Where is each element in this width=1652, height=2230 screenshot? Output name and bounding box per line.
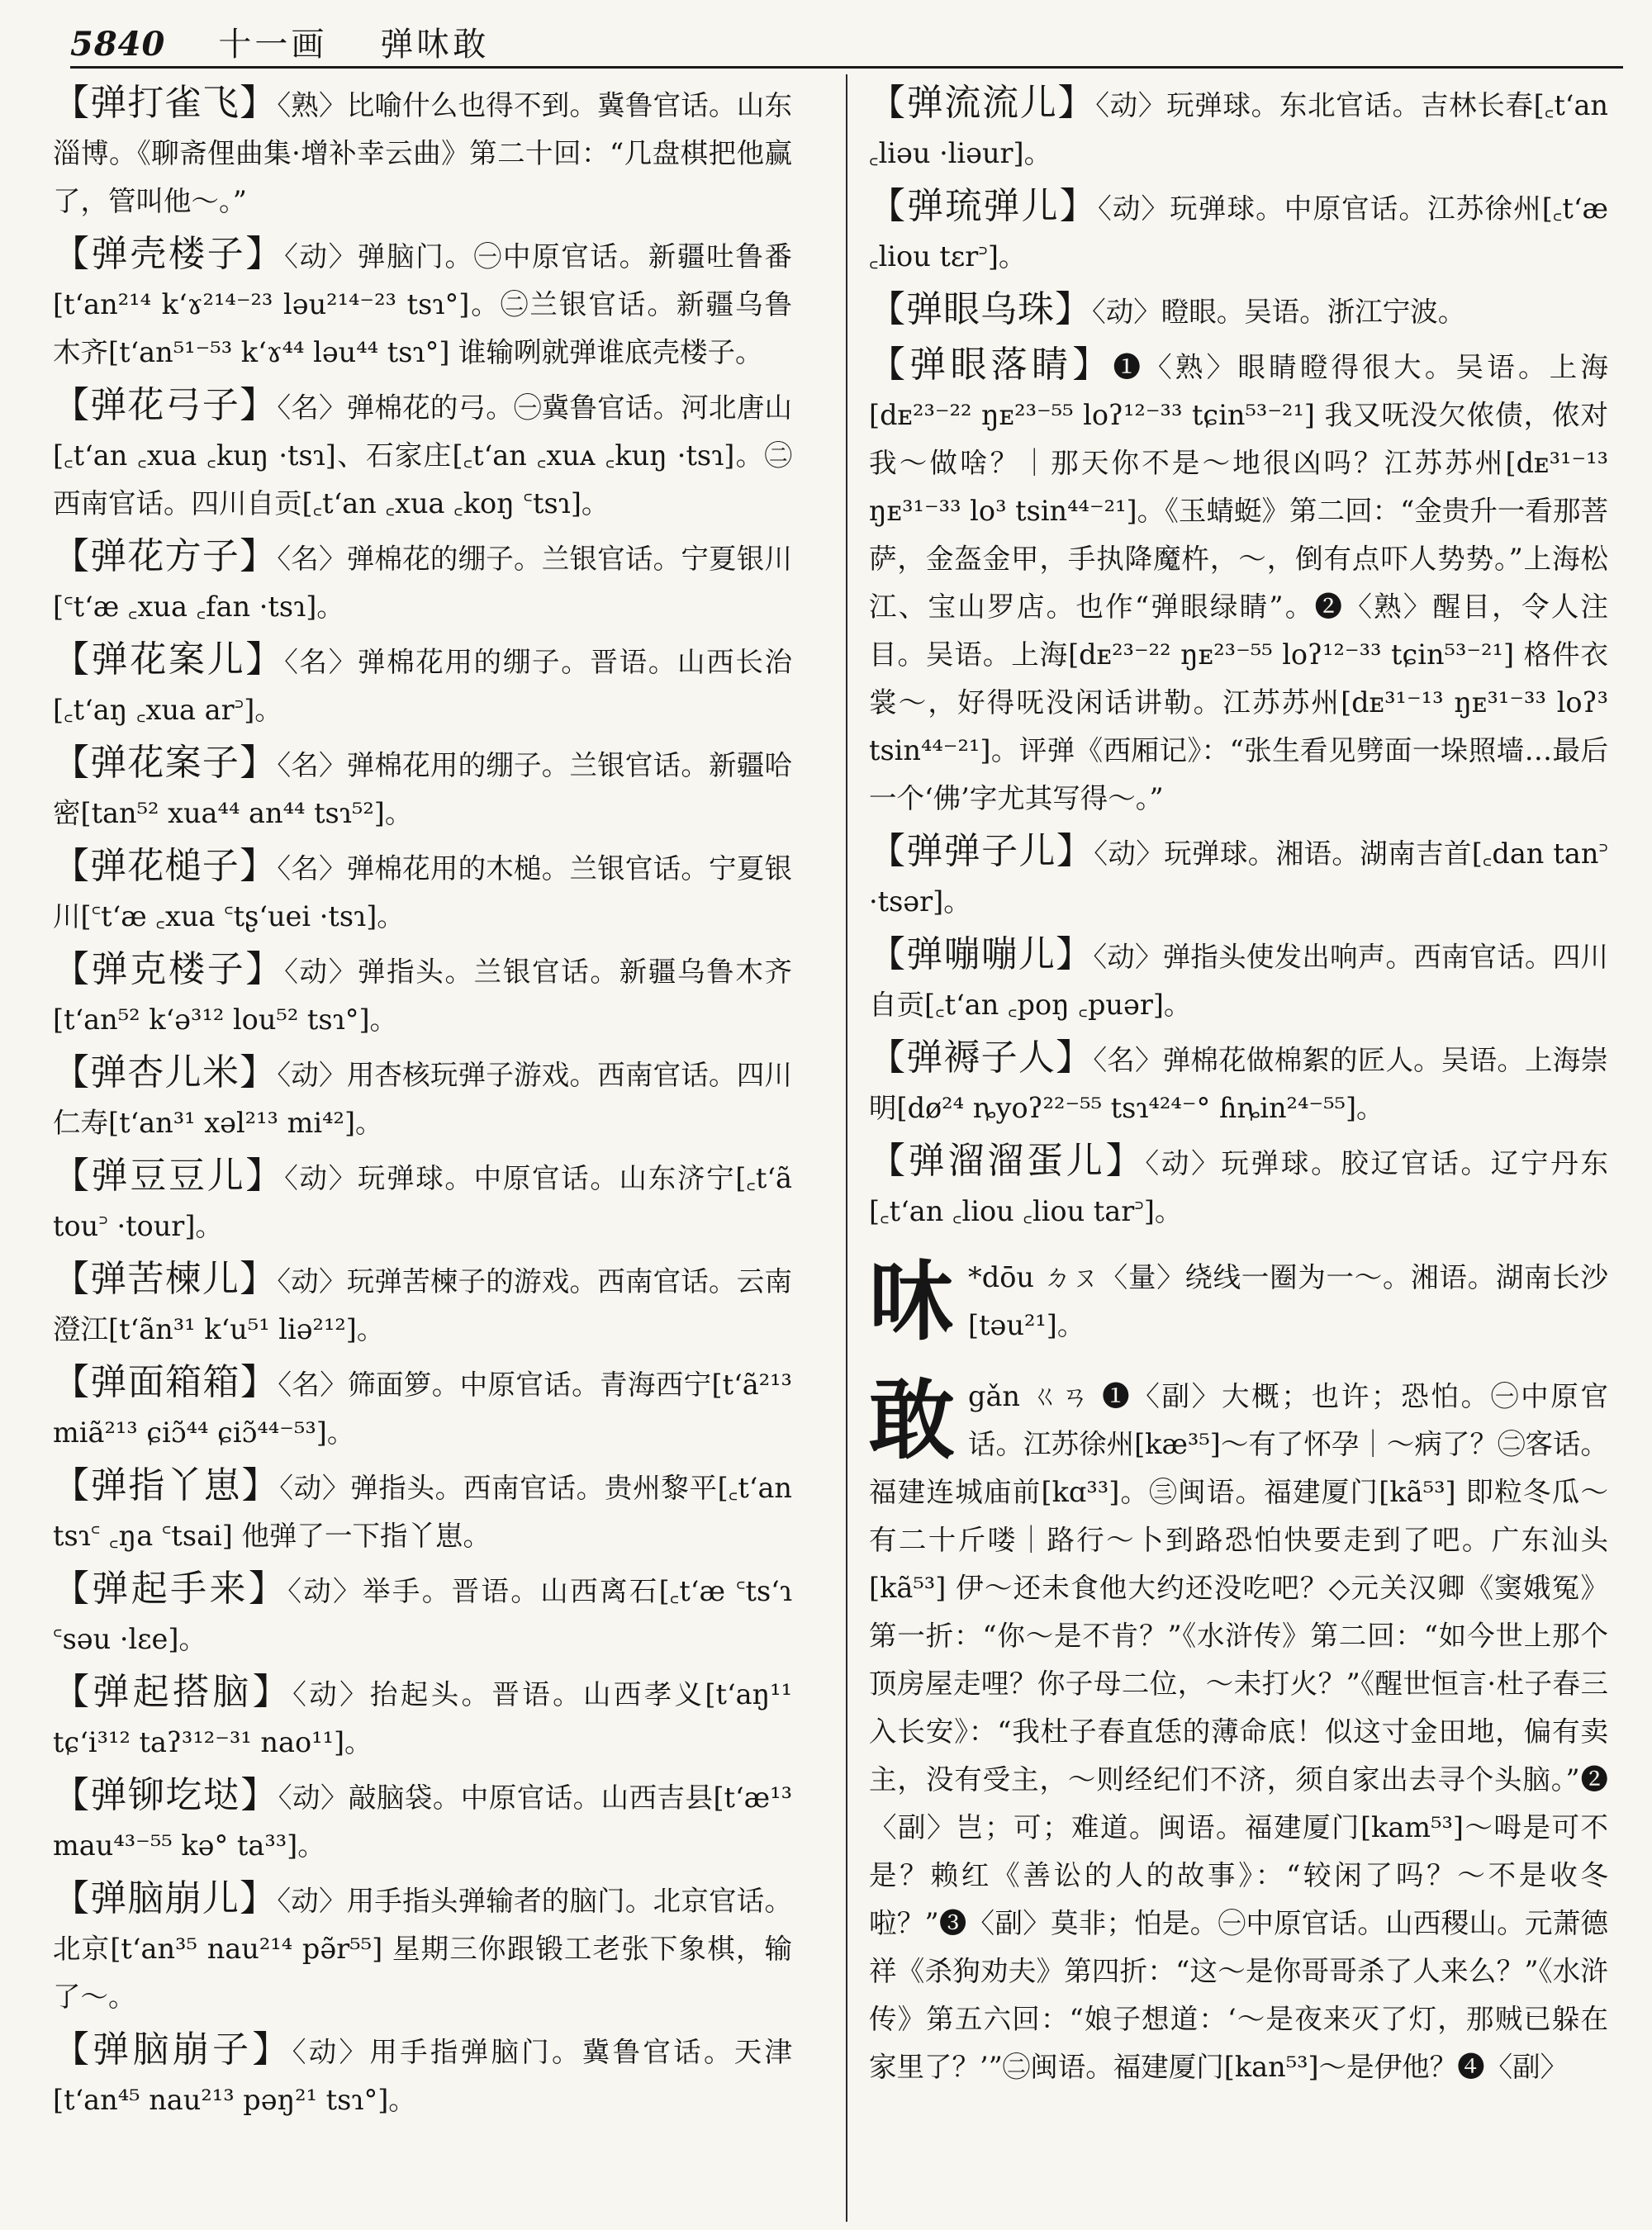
entry-headword: 【弹苦楝儿】 [53,1258,278,1300]
entry-headword: 【弹面箱箱】 [53,1361,278,1403]
entry-headword: 【弹打雀飞】 [53,82,278,124]
entry-headword: 【弹弹子儿】 [869,830,1094,872]
entry-headword: 【弹脑崩儿】 [53,1877,278,1919]
entry [53,636,792,734]
entry [869,79,1608,178]
entry-headword: 【弹流流儿】 [869,82,1096,124]
entry [53,1255,792,1354]
entry-body: 〈熟〉比喻什么也得不到。冀鲁官话。山东淄博。《聊斋俚曲集·增补幸云曲》第二十回：“几盘棋把他赢了，管叫他～。” [53,89,792,217]
entry [53,1875,792,2021]
entry [53,1565,792,1663]
entry-body: 〈动〉用手指头弹输者的脑门。北京官话。北京[tʻan³⁵ nau²¹⁴ pə̃r⁵⁵] 星期三你跟锻工老张下象棋，输了～。 [53,1885,792,2013]
entry-body: 〈名〉弹棉花用的绷子。兰银官话。新疆哈密[tan⁵² xua⁴⁴ an⁴⁴ tsɿ⁵²]。 [53,749,792,829]
entry [53,382,792,528]
entry-headword: 【弹眼乌珠】 [869,288,1092,330]
entry [869,931,1608,1029]
entry [53,1359,792,1457]
character-definition: gǎn ㄍㄢ ❶〈副〉大概；也许；恐怕。㊀中原官话。江苏徐州[kæ³⁵]～有了怀孕｜～病了？㊁客话。福建连城庙前[kɑ³³]。㊂闽语。福建厦门[kã⁵³] 即粒冬瓜～有二十斤喽｜路行～卜到路恐怕快要走到了吧。广东汕头[kã⁵³] 伊～还未食他大约还没吃吧？◇元关汉卿《窦娥冤》第一折：“你～是不肯？”《水浒传》第二回：“如今世上那个顶房屋走哩？你子母二位，～未打火？”《醒世恒言·杜子春三入长安》：“我杜子春直恁的薄命底！似这寸金田地，偏有卖主，没有受主，～则经纪们不济，须自家出去寻个头脑。”❷〈副〉岂；可；难道。闽语。福建厦门[kam⁵³]～呣是可不是？赖红《善讼的人的故事》：“较闲了吗？～不是收冬啦？”❸〈副〉莫非；怕是。㊀中原官话。山西稷山。元萧德祥《杀狗劝夫》第四折：“这～是你哥哥杀了人来么？”《水浒传》第五六回：“娘子想道：‘～是夜来灭了灯，那贼已躲在家里了？’”㊁闽语。福建厦门[kan⁵³]～是伊他？❹〈副〉 [869,1380,1608,2083]
entry [53,1462,792,1560]
entry-body: 〈动〉玩弹球。湘语。湖南吉首[꜀dan tan꜄ ·tsər]。 [869,837,1608,918]
entry-body: 〈动〉弹脑门。㊀中原官话。新疆吐鲁番[tʻan²¹⁴ kʻɤ²¹⁴⁻²³ ləu²¹⁴⁻²³ tsɿ°]。㊁兰银官话。新疆乌鲁木齐[tʻan⁵¹⁻⁵³ kʻɤ⁴⁴ ləu⁴⁴ tsɿ°] 谁输咧就弹谁底壳楼子。 [53,240,792,368]
stroke-count-label: 十一画 [218,26,328,64]
entry-body: 〈动〉举手。晋语。山西离石[꜀tʻæ ꜂tsʻɿ ꜂səu ·lɛe]。 [53,1575,792,1655]
entry-body: 〈动〉玩弹球。中原官话。江苏徐州[꜀tʻæ ꜀liou tɛr꜄]。 [869,192,1608,273]
entry-headword: 【弹脑崩子】 [53,2028,292,2071]
entry [53,1152,792,1250]
entry-body: 〈动〉用手指弹脑门。冀鲁官话。天津[tʻan⁴⁵ nau²¹³ pəŋ²¹ tsɿ°]。 [53,2036,792,2116]
right-column [869,79,1608,2218]
entry-body: 〈名〉弹棉花做棉絮的匠人。吴语。上海崇明[dø²⁴ ȵyoʔ²²⁻⁵⁵ tsɿ⁴²⁴⁻° ɦȵin²⁴⁻⁵⁵]。 [869,1044,1608,1124]
entry [53,79,792,225]
entry-body: 〈动〉抬起头。晋语。山西孝义[tʻaŋ¹¹ tɕʻi³¹² taʔ³¹²⁻³¹ nao¹¹]。 [53,1678,792,1758]
entry-headword: 【弹溜溜蛋儿】 [869,1140,1146,1182]
entry-headword: 【弹嘣嘣儿】 [869,933,1094,975]
page-head-characters: 弹㕲敢 [380,26,490,64]
entry-body: 〈动〉玩弹苦楝子的游戏。西南官话。云南澄江[tʻãn³¹ kʻu⁵¹ liə²¹²]。 [53,1265,792,1345]
entry-headword: 【弹起搭脑】 [53,1671,293,1713]
character-entry-gan [869,1369,1608,2091]
entry-headword: 【弹豆豆儿】 [53,1155,285,1197]
entry [53,1772,792,1870]
entry-headword: 【弹花方子】 [53,535,278,577]
entry-body: 〈名〉弹棉花用的木槌。兰银官话。宁夏银川[꜂tʻæ ꜀xua ꜂tʂʻuei ·tsɿ]。 [53,852,792,932]
entry [53,2026,792,2124]
entry-body: 〈动〉弹指头。兰银官话。新疆乌鲁木齐[tʻan⁵² kʻə³¹² lou⁵² tsɿ°]。 [53,956,792,1036]
entry [869,1137,1608,1236]
entry [869,286,1608,336]
entry-headword: 【弹克楼子】 [53,948,285,990]
entry-headword: 【弹铆圪垯】 [53,1774,278,1816]
entry [53,842,792,941]
headword-character: 敢 [869,1369,956,1471]
entry-headword: 【弹指丫崽】 [53,1464,280,1506]
entry-body: 〈名〉弹棉花用的绷子。晋语。山西长治[꜀tʻaŋ ꜀xua ar꜄]。 [53,646,792,726]
headword-character: 㕲 [869,1250,956,1352]
entry-body: 〈动〉敲脑袋。中原官话。山西吉县[tʻæ¹³ mau⁴³⁻⁵⁵ kə° ta³³]。 [53,1782,792,1862]
entry [53,1049,792,1147]
entry [869,828,1608,926]
entry [53,533,792,631]
entry [869,183,1608,281]
entry-body: 〈动〉弹指头使发出响声。西南官话。四川自贡[꜀tʻan ꜀poŋ ꜀puər]。 [869,941,1608,1021]
entry-body: 〈动〉用杏核玩弹子游戏。西南官话。四川仁寿[tʻan³¹ xəl²¹³ mi⁴²]。 [53,1059,792,1139]
entry [869,1034,1608,1132]
entry [53,230,792,377]
entry [869,341,1608,823]
entry-headword: 【弹褥子人】 [869,1037,1094,1079]
entry-headword: 【弹眼落睛】 [869,344,1113,386]
entry [53,1668,792,1767]
entry [53,946,792,1044]
entry-body: 〈动〉玩弹球。胶辽官话。辽宁丹东[꜀tʻan ꜀liou ꜀liou tar꜄]。 [869,1147,1608,1227]
character-definition: *dōu ㄉㄡ〈量〉绕线一圈为一～。湘语。湖南长沙[təu²¹]。 [968,1261,1608,1341]
entry-headword: 【弹琉弹儿】 [869,185,1098,227]
entry-headword: 【弹花弓子】 [53,384,278,426]
header-rule [70,66,1623,69]
entry-body: 〈动〉弹指头。西南官话。贵州黎平[꜀tʻan tsɿ꜂ ꜀ŋa ꜂tsai] 他弹了一下指丫崽。 [53,1472,792,1552]
character-entry-dou [869,1250,1608,1352]
left-column [53,79,792,2218]
entry-body: 〈名〉筛面箩。中原官话。青海西宁[tʻã²¹³ miã²¹³ ɕiɔ̃⁴⁴ ɕiɔ̃⁴⁴⁻⁵³]。 [53,1369,792,1449]
entry-body: 〈动〉玩弹球。东北官话。吉林长春[꜀tʻan ꜀liəu ·liəur]。 [869,89,1608,169]
entry-body: 〈名〉弹棉花的绷子。兰银官话。宁夏银川[꜂tʻæ ꜀xua ꜀fan ·tsɿ]。 [53,543,792,623]
entry-body: 〈动〉瞪眼。吴语。浙江宁波。 [1092,296,1466,328]
entry-headword: 【弹杏儿米】 [53,1051,278,1094]
page-number: 5840 [70,25,166,64]
entry-body: ❶〈熟〉眼睛瞪得很大。吴语。上海[dᴇ²³⁻²² ŋᴇ²³⁻⁵⁵ loʔ¹²⁻³³ tɕin⁵³⁻²¹] 我又呒没欠侬债，侬对我～做啥？｜那天你不是～地很凶吗？江苏苏州[dᴇ³¹⁻¹³ ŋᴇ³¹⁻³³ lo³ tsin⁴⁴⁻²¹]。《玉蜻蜓》第二回：“金贵升一看那菩萨，金盔金甲，手执降魔杵，～，倒有点吓人势势。”上海松江、宝山罗店。也作“弹眼绿睛”。❷〈熟〉醒目，令人注目。吴语。上海[dᴇ²³⁻²² ŋᴇ²³⁻⁵⁵ loʔ¹²⁻³³ tɕin⁵³⁻²¹] 格件衣裳～，好得呒没闲话讲勒。江苏苏州[dᴇ³¹⁻¹³ ŋᴇ³¹⁻³³ loʔ³ tsin⁴⁴⁻²¹]。评弹《西厢记》：“张生看见劈面一垛照墙…最后一个‘佛’字尤其写得～。” [869,351,1608,814]
column-divider [846,74,847,2222]
entry-headword: 【弹花槌子】 [53,845,278,887]
page-header [70,18,1623,66]
entry-headword: 【弹花案子】 [53,742,278,784]
entry-body: 〈名〉弹棉花的弓。㊀冀鲁官话。河北唐山[꜀tʻan ꜀xua ꜀kuŋ ·tsɿ]、石家庄[꜀tʻan ꜀xuᴀ ꜀kuŋ ·tsɿ]。㊁西南官话。四川自贡[꜀tʻan ꜀xua ꜀koŋ ꜂tsɿ]。 [53,391,792,520]
entry-headword: 【弹起手来】 [53,1568,288,1610]
entry-body: 〈动〉玩弹球。中原官话。山东济宁[꜀tʻã tou꜄ ·tour]。 [53,1162,792,1242]
entry-headword: 【弹壳楼子】 [53,233,285,275]
entry [53,739,792,837]
entry-headword: 【弹花案儿】 [53,638,285,681]
